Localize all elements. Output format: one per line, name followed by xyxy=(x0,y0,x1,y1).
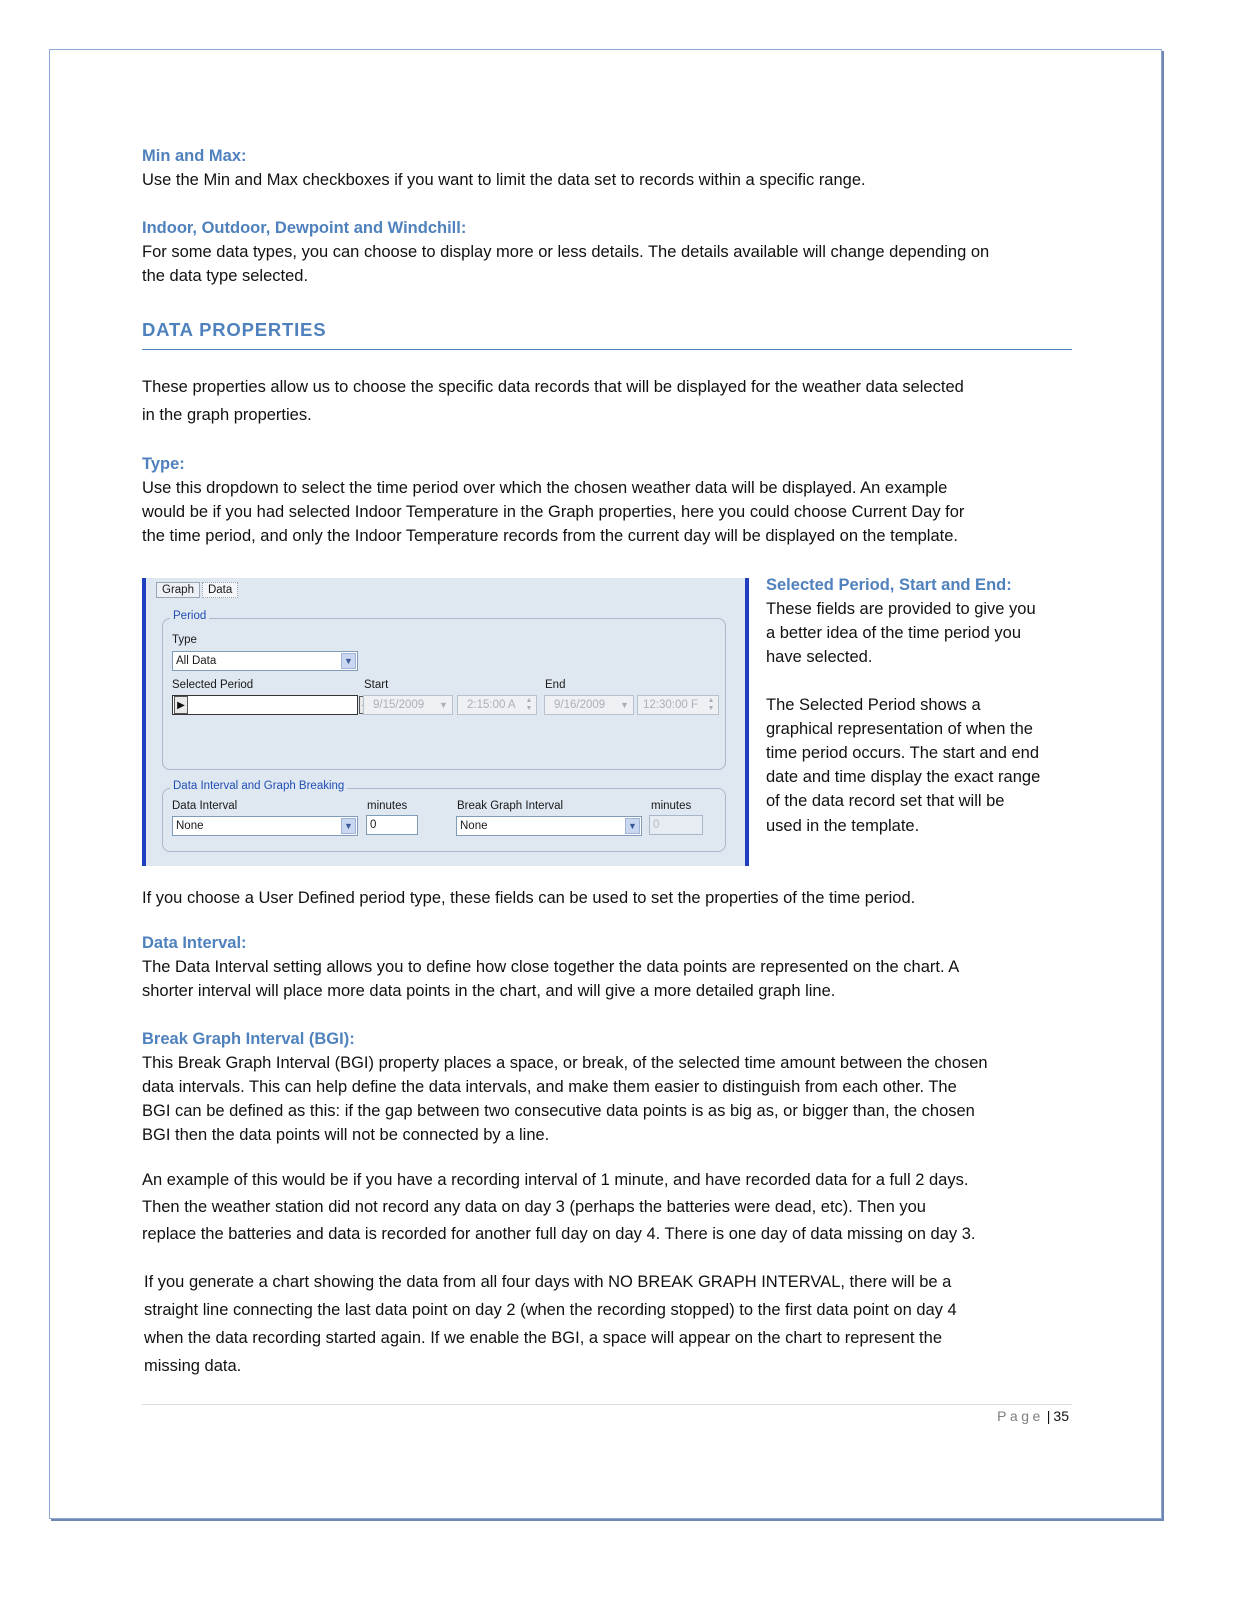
footer-divider xyxy=(142,1404,1072,1405)
start-label: Start xyxy=(364,679,389,691)
start-date-value: 9/15/2009 xyxy=(373,699,425,711)
chevron-down-icon[interactable]: ▼ xyxy=(625,818,640,834)
minutes-label-1: minutes xyxy=(367,800,408,812)
indoor-text-line1: For some data types, you can choose to display more or less details. The details available will change depending on xyxy=(142,243,990,261)
selected-period-para2-line6: used in the template. xyxy=(766,817,920,835)
chevron-down-icon[interactable]: ▼ xyxy=(341,818,356,834)
play-right-icon[interactable]: ▶ xyxy=(174,696,188,714)
selected-period-label: Selected Period xyxy=(172,679,254,691)
bgi-text-line4: BGI then the data points will not be connected by a line. xyxy=(142,1126,550,1144)
chevron-down-icon[interactable]: ▼ xyxy=(617,697,632,713)
user-defined-text: If you choose a User Defined period type, these fields can be used to set the properties of the time period. xyxy=(142,889,916,907)
period-group xyxy=(162,618,726,770)
break-graph-value: None xyxy=(460,820,488,832)
page-word: Page xyxy=(997,1408,1044,1424)
selected-period-para2-line5: of the data record set that will be xyxy=(766,792,1005,810)
start-time-value: 2:15:00 A xyxy=(467,699,516,711)
chart-example-line2: straight line connecting the last data point on day 2 (when the recording stopped) to the first data point on day 4 xyxy=(144,1301,957,1319)
start-date-picker[interactable] xyxy=(363,695,453,715)
end-time-spinner[interactable] xyxy=(637,695,719,715)
spin-arrows-icon[interactable]: ▲ ▼ xyxy=(525,697,533,712)
data-interval-minutes-input[interactable]: 0 xyxy=(366,815,418,835)
selected-period-para2-line2: graphical representation of when the xyxy=(766,720,1033,738)
type-text-line2: would be if you had selected Indoor Temperature in the Graph properties, here you could choose Current Day for xyxy=(142,503,965,521)
bgi-text-line3: BGI can be defined as this: if the gap between two consecutive data points is as big as, or bigger than, the chosen xyxy=(142,1102,975,1120)
spin-arrows-icon[interactable]: ▲ ▼ xyxy=(707,697,715,712)
bgi-text-line2: data intervals. This can help define the data intervals, and make them easier to distinguish from each other. The xyxy=(142,1078,957,1096)
type-dropdown[interactable] xyxy=(172,651,358,671)
chart-example-line4: missing data. xyxy=(144,1357,242,1375)
example-text-line2: Then the weather station did not record any data on day 3 (perhaps the batteries were dead, etc). Then you xyxy=(142,1198,926,1216)
type-label: Type xyxy=(172,634,197,646)
selected-period-para2-line3: time period occurs. The start and end xyxy=(766,744,1040,762)
indoor-heading: Indoor, Outdoor, Dewpoint and Windchill: xyxy=(142,219,467,237)
page-number: 35 xyxy=(1053,1408,1069,1424)
example-text-line1: An example of this would be if you have a recording interval of 1 minute, and have recorded data for a full 2 days. xyxy=(142,1171,969,1189)
selected-period-para1-line1: These fields are provided to give you xyxy=(766,600,1036,618)
chart-example-line3: when the data recording started again. If we enable the BGI, a space will appear on the chart to represent the xyxy=(144,1329,942,1347)
break-graph-label: Break Graph Interval xyxy=(457,800,564,812)
chevron-down-icon[interactable]: ▼ xyxy=(436,697,451,713)
data-properties-title: DATA PROPERTIES xyxy=(142,319,327,340)
end-date-picker[interactable] xyxy=(544,695,634,715)
page-footer xyxy=(997,1408,1069,1424)
break-graph-minutes-input[interactable]: 0 xyxy=(649,815,703,835)
tab-graph[interactable]: Graph xyxy=(156,582,200,598)
data-interval-label: Data Interval xyxy=(172,800,238,812)
type-text-line1: Use this dropdown to select the time period over which the chosen weather data will be displayed. An example xyxy=(142,479,948,497)
section-divider xyxy=(142,349,1072,350)
data-properties-line1: These properties allow us to choose the specific data records that will be displayed for the weather data selected xyxy=(142,378,964,396)
break-graph-dropdown[interactable] xyxy=(456,816,642,836)
selected-period-bar[interactable] xyxy=(172,695,358,715)
end-time-value: 12:30:00 F xyxy=(643,699,698,711)
data-properties-line2: in the graph properties. xyxy=(142,406,312,424)
data-interval-heading: Data Interval: xyxy=(142,934,247,952)
selected-period-para1-line2: a better idea of the time period you xyxy=(766,624,1021,642)
minutes-label-2: minutes xyxy=(651,800,692,812)
data-interval-text-line1: The Data Interval setting allows you to define how close together the data points are represented on the chart. A xyxy=(142,958,960,976)
selected-period-para1-line3: have selected. xyxy=(766,648,873,666)
bgi-text-line1: This Break Graph Interval (BGI) property places a space, or break, of the selected time amount between the chosen xyxy=(142,1054,988,1072)
period-group-title: Period xyxy=(170,610,209,622)
example-text-line3: replace the batteries and data is recorded for another full day on day 4. There is one day of data missing on day 3. xyxy=(142,1225,976,1243)
min-max-text: Use the Min and Max checkboxes if you want to limit the data set to records within a specific range. xyxy=(142,171,866,189)
selected-period-para2-line4: date and time display the exact range xyxy=(766,768,1041,786)
footer-separator: | xyxy=(1046,1408,1051,1424)
type-dropdown-value: All Data xyxy=(176,655,217,667)
type-heading: Type: xyxy=(142,455,185,473)
data-interval-text-line2: shorter interval will place more data points in the chart, and will give a more detailed graph line. xyxy=(142,982,836,1000)
data-properties-screenshot xyxy=(142,578,749,866)
selected-period-para2-line1: The Selected Period shows a xyxy=(766,696,981,714)
bgi-heading: Break Graph Interval (BGI): xyxy=(142,1030,355,1048)
type-text-line3: the time period, and only the Indoor Temperature records from the current day will be displayed on the template. xyxy=(142,527,958,545)
indoor-text-line2: the data type selected. xyxy=(142,267,309,285)
end-date-value: 9/16/2009 xyxy=(554,699,606,711)
tab-data[interactable]: Data xyxy=(202,582,238,598)
start-time-spinner[interactable] xyxy=(457,695,537,715)
data-interval-dropdown[interactable] xyxy=(172,816,358,836)
interval-group-title: Data Interval and Graph Breaking xyxy=(170,780,347,792)
chevron-down-icon[interactable]: ▼ xyxy=(341,653,356,669)
tab-strip xyxy=(156,582,240,602)
selected-period-heading: Selected Period, Start and End: xyxy=(766,576,1012,594)
min-max-heading: Min and Max: xyxy=(142,147,247,165)
end-label: End xyxy=(545,679,566,691)
chart-example-line1: If you generate a chart showing the data from all four days with NO BREAK GRAPH INTERVAL, there will be a xyxy=(144,1273,952,1291)
data-interval-value: None xyxy=(176,820,204,832)
